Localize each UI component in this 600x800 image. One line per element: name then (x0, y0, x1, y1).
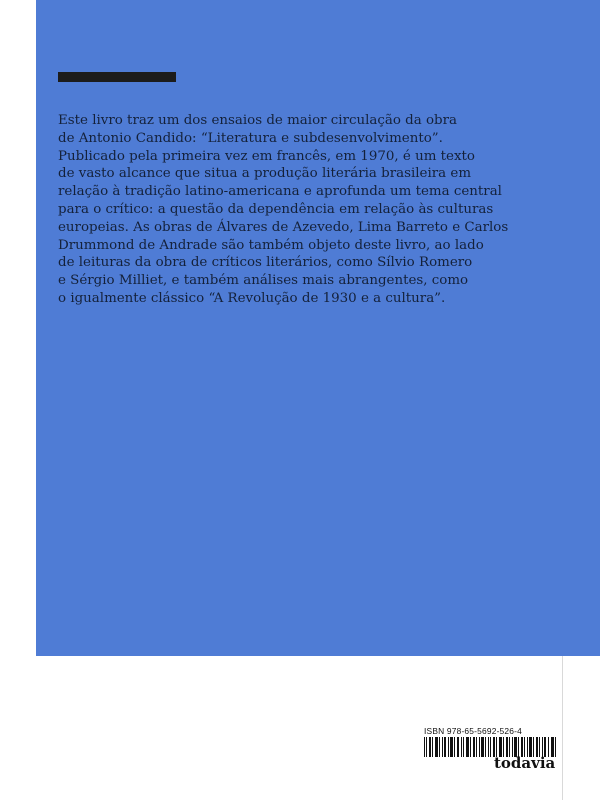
synopsis-text (58, 112, 538, 308)
publisher-logo: todavia (494, 754, 556, 772)
blue-cover-panel (36, 0, 600, 656)
cover-edge-line (562, 656, 563, 800)
synopsis-line: de Antonio Candido: “Literatura e subdesenvolvimento”. (58, 130, 443, 146)
synopsis-line: e Sérgio Milliet, e também análises mais abrangentes, como (58, 273, 469, 289)
synopsis-line: relação à tradição latino-americana e aprofunda um tema central (58, 184, 502, 200)
isbn-number: ISBN 978-65-5692-526-4 (424, 726, 522, 736)
synopsis-line: o igualmente clássico “A Revolução de 1930 e a cultura”. (58, 290, 446, 306)
synopsis-line: de leituras da obra de críticos literários, como Sílvio Romero (58, 255, 473, 271)
synopsis-line: de vasto alcance que situa a produção literária brasileira em (58, 166, 472, 182)
synopsis-line: Publicado pela primeira vez em francês, em 1970, é um texto (58, 148, 475, 164)
synopsis-line: para o crítico: a questão da dependência em relação às culturas (58, 201, 494, 217)
synopsis-line: Este livro traz um dos ensaios de maior circulação da obra (58, 113, 457, 128)
decorative-black-bar (58, 72, 176, 82)
synopsis-line: europeias. As obras de Álvares de Azevedo, Lima Barreto e Carlos (58, 219, 509, 235)
synopsis-line: Drummond de Andrade são também objeto deste livro, ao lado (58, 237, 484, 253)
